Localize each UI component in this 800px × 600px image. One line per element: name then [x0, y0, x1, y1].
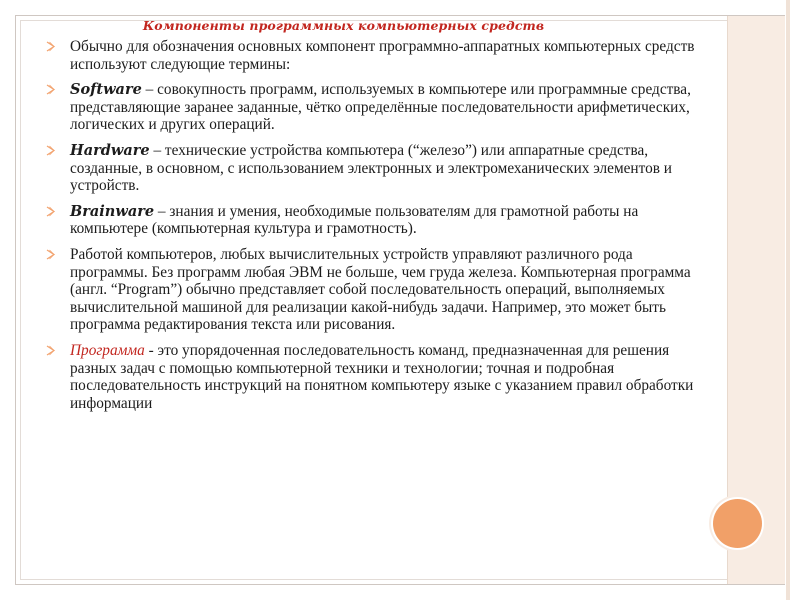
bullet-text: – технические устройства компьютера (“железо”) или аппаратные средства, созданные, в основном, с использованием электронных и электромеханических элементов и устройств. [70, 141, 672, 195]
term-hardware: Hardware [70, 141, 150, 159]
bullet-item-programs [46, 246, 696, 334]
term-software: Software [70, 81, 142, 99]
bullet-item-intro [46, 38, 696, 73]
bullet-item-hardware [46, 142, 696, 195]
accent-circle [713, 499, 762, 548]
bullet-arrow-icon [46, 345, 56, 356]
term-brainware: Brainware [70, 202, 155, 220]
bullet-item-software [46, 81, 696, 134]
bullet-text: – совокупность программ, используемых в компьютере или программные средства, представляющие заранее заданные, чётко определённые последовательности арифметических, логических и других операций. [70, 81, 691, 134]
bullet-arrow-icon [46, 145, 56, 156]
bullet-arrow-icon [46, 41, 56, 52]
bullet-text: - это упорядоченная последовательность команд, предназначенная для решения разных задач с помощью компьютерной техники и технологии; точная и подробная последовательность инструкций на понятном компьютеру языке с указанием правил обработки информации [70, 341, 694, 412]
bullet-arrow-icon [46, 206, 56, 217]
bullet-text: Обычно для обозначения основных компонент программно-аппаратных компьютерных средств используют следующие термины: [70, 38, 695, 73]
bullet-arrow-icon [46, 84, 56, 95]
slide-content [46, 18, 696, 420]
slide-edge-decoration [786, 0, 790, 600]
bullet-text: – знания и умения, необходимые пользователям для грамотной работы на компьютере (компьютерная культура и грамотность). [70, 202, 639, 238]
bullet-item-brainware [46, 203, 696, 238]
bullet-arrow-icon [46, 249, 56, 260]
term-program: Программа [70, 341, 145, 359]
slide-title: Компоненты программных компьютерных средств [142, 18, 545, 33]
bullet-text: Работой компьютеров, любых вычислительных устройств управляют различного рода программы. Без программ любая ЭВМ не больше, чем груда железа. Компьютерная программа (англ. “Program”) обычно представляет собой последовательность операций, выполняемых вычислительной машиной для реализации какой-нибудь задачи. Например, это может быть программа редактирования текста или рисования. [70, 245, 691, 334]
bullet-item-program-definition [46, 342, 696, 412]
bullet-list [46, 38, 696, 412]
